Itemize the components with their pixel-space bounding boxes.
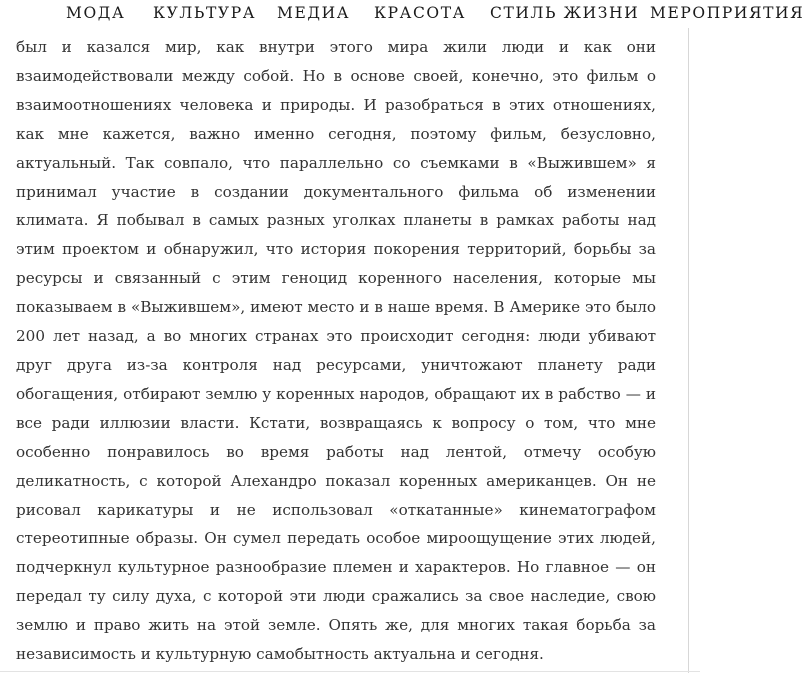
nav-item-fashion[interactable]: МОДА xyxy=(66,4,126,22)
nav-item-events[interactable]: МЕРОПРИЯТИЯ xyxy=(650,4,804,22)
nav-item-lifestyle[interactable]: СТИЛЬ ЖИЗНИ xyxy=(490,4,640,22)
nav-menu xyxy=(0,0,804,28)
nav-item-media[interactable]: МЕДИА xyxy=(277,4,351,22)
bottom-divider xyxy=(0,671,700,672)
article-paragraph: был и казался мир, как внутри этого мира жили люди и как они взаимодействовали между собой. Но в основе своей, конечно, это фильм о взаимоотношениях человека и природы. И разобраться в этих отношениях, как мне кажется, важно именно сегодня, поэтому фильм, безусловно, актуальный. Так совпало, что параллельно со съемками в «Выжившем» я принимал участие в создании документального фильма об изменении климата. Я побывал в самых разных уголках планеты в рамках работы над этим проектом и обнаружил, что история покорения территорий, борьбы за ресурсы и связанный с этим геноцид коренного населения, которые мы показываем в «Выжившем», имеют место и в наше время. В Америке это было 200 лет назад, а во многих странах это происходит сегодня: люди убивают друг друга из-за контроля над ресурсами, уничтожают планету ради обогащения, отбирают землю у коренных народов, обращают их в рабство — и все ради иллюзии власти. Кстати, возвращаясь к вопросу о том, что мне особенно понравилось во время работы над лентой, отмечу особую деликатность, с которой Алехандро показал коренных американцев. Он не рисовал карикатуры и не использовал «откатанные» кинематографом стереотипные образы. Он сумел передать особое мироощущение этих людей, подчеркнул культурное разнообразие племен и характеров. Но главное — он передал ту силу духа, с которой эти люди сражались за свое наследие, свою землю и право жить на этой земле. Опять же, для многих такая борьба за независимость и культурную самобытность актуальна и сегодня. xyxy=(16,38,656,664)
nav-item-culture[interactable]: КУЛЬТУРА xyxy=(153,4,257,22)
top-navigation xyxy=(0,0,804,28)
page-scroll-edge xyxy=(688,28,689,673)
nav-item-beauty[interactable]: КРАСОТА xyxy=(374,4,467,22)
